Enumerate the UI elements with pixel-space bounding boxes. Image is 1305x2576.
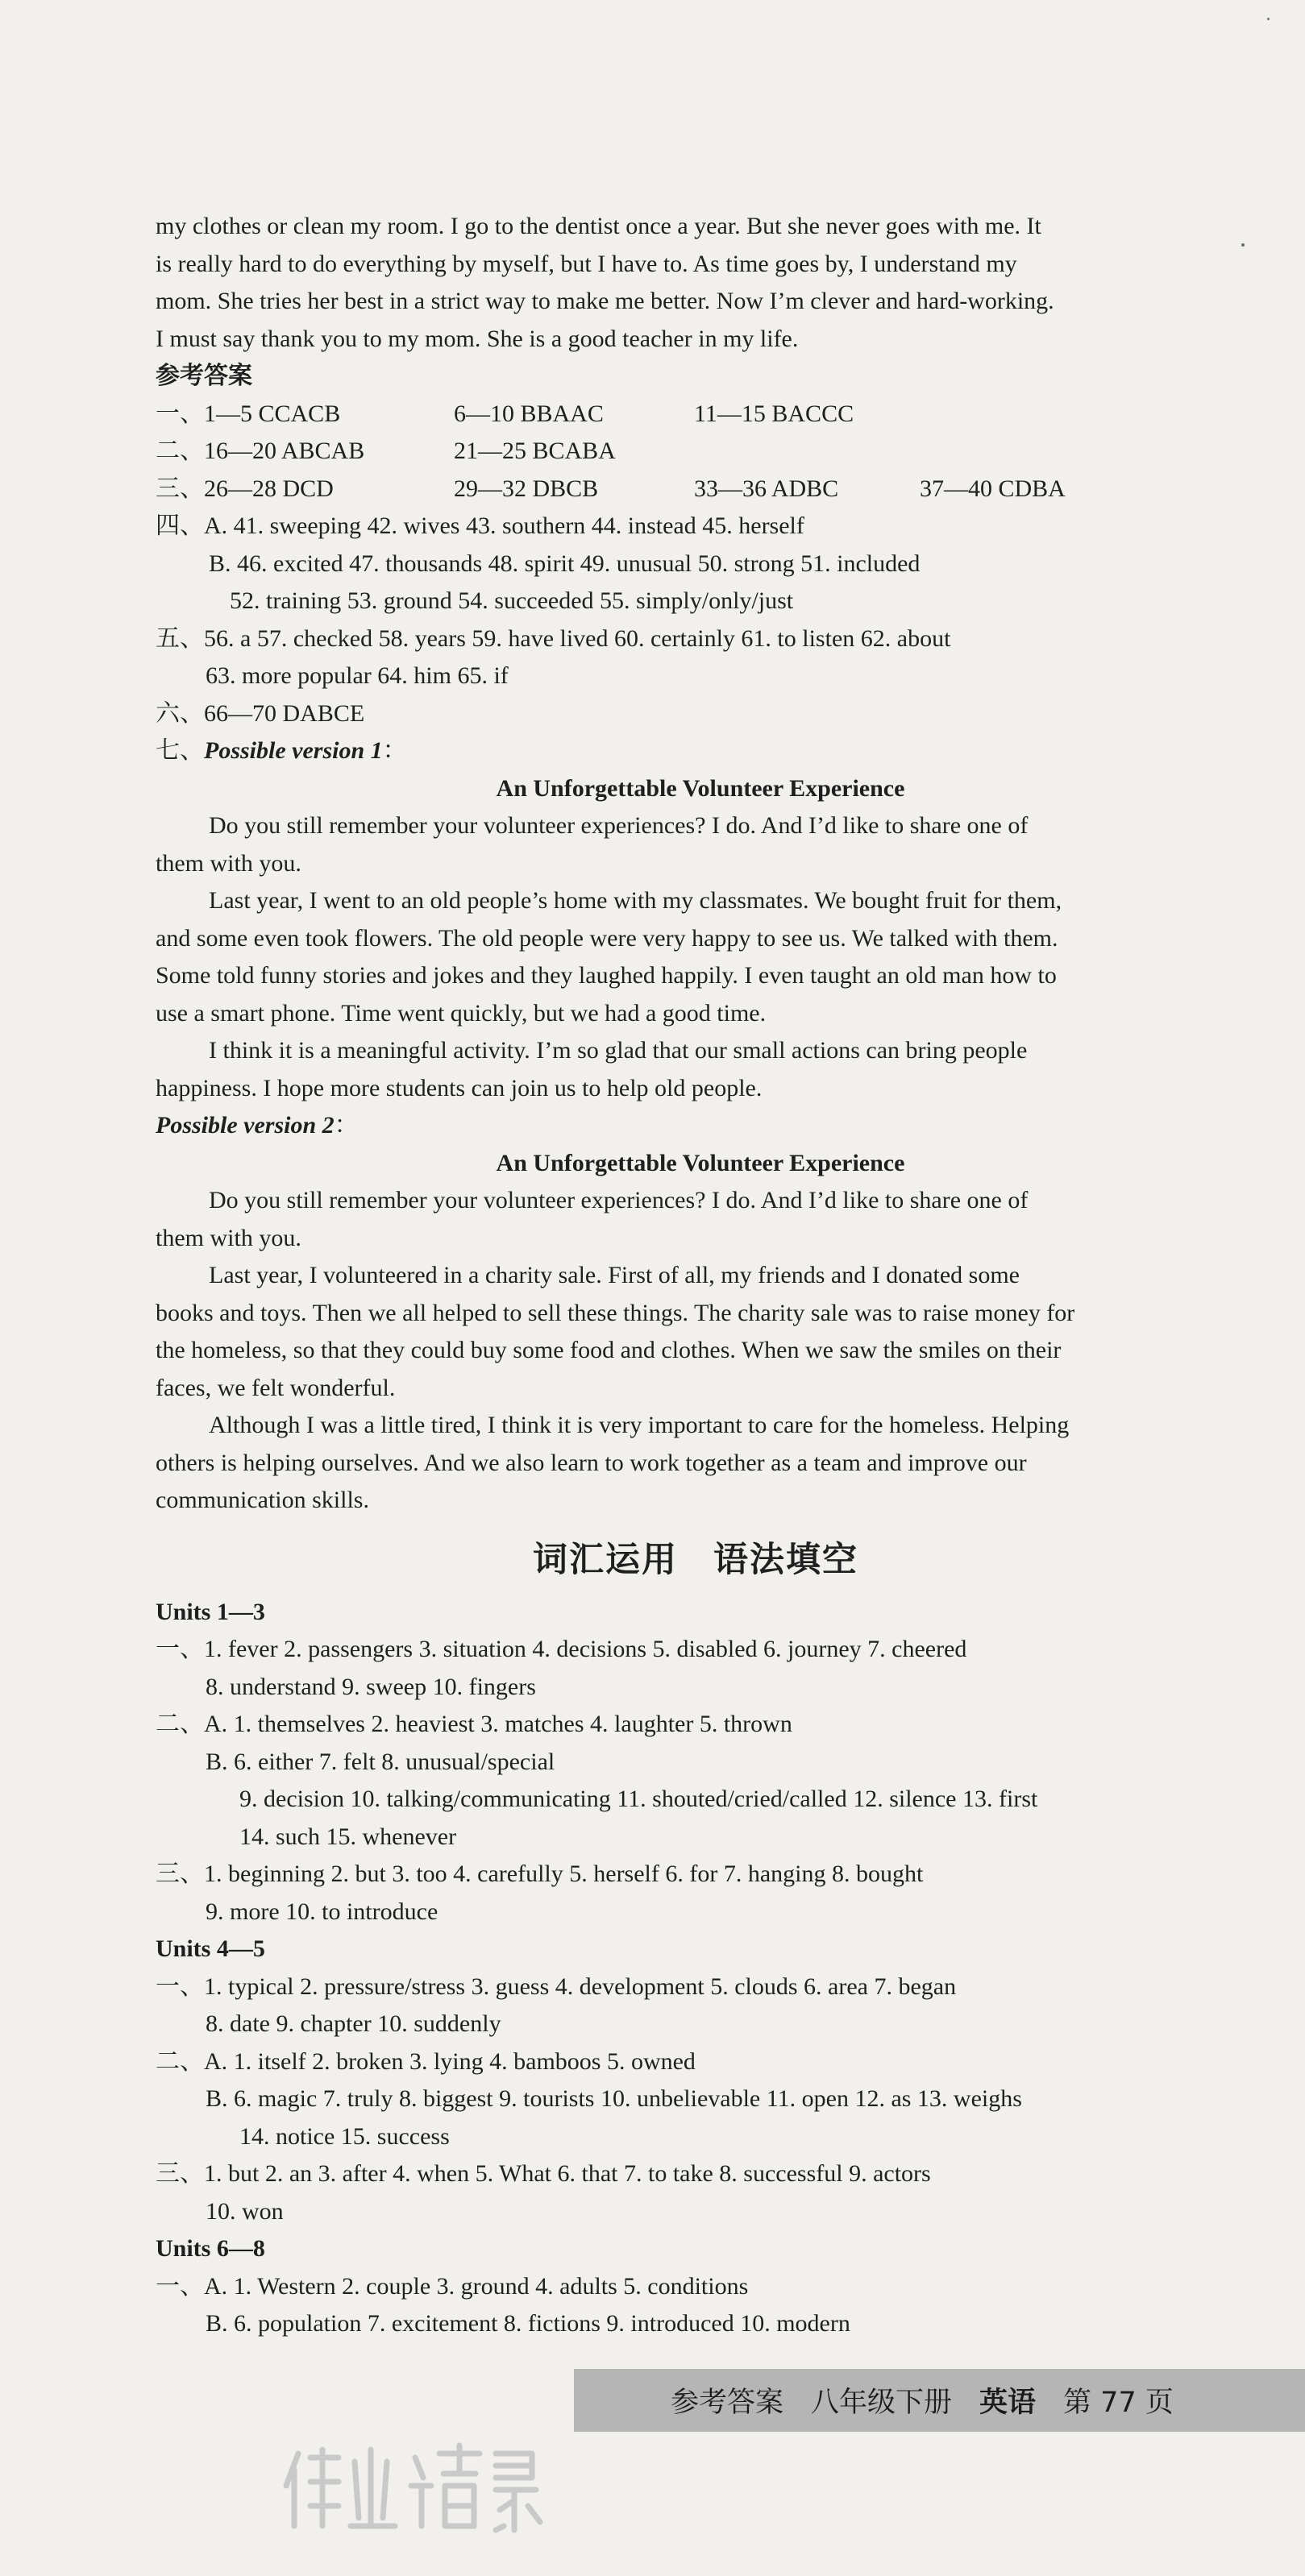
- section-number: 二、: [156, 438, 204, 464]
- answer-section-3: [156, 471, 1236, 508]
- intro-line: mom. She tries her best in a strict way to make me better. Now I’m clever and hard-working.: [156, 288, 1054, 314]
- answer-line: 56. a 57. checked 58. years 59. have lived 60. certainly 61. to listen 62. about: [204, 624, 951, 652]
- answer-section-5-cont: 63. more popular 64. him 65. if: [206, 662, 509, 689]
- answer-section-6: [156, 695, 1236, 733]
- unit-answer-line: B. 6. magic 7. truly 8. biggest 9. tourists 10. unbelievable 11. open 12. as 13. weighs: [206, 2085, 1022, 2112]
- essay-line: and some even took flowers. The old people were very happy to see us. We talked with them.: [156, 924, 1058, 952]
- unit-answer-line: 8. date 9. chapter 10. suddenly: [206, 2010, 501, 2037]
- essay-line: use a smart phone. Time went quickly, but we had a good time.: [156, 999, 767, 1027]
- essay-line: happiness. I hope more students can join us to help old people.: [156, 1074, 763, 1101]
- units-6-8: [156, 2230, 1236, 2343]
- essay-line: Last year, I volunteered in a charity sale. First of all, my friends and I donated some: [209, 1262, 1020, 1288]
- section-title-part: 词汇运用: [533, 1539, 678, 1580]
- answer-group: 6—10 BBAAC: [454, 400, 604, 427]
- section-number: 三、: [156, 475, 204, 502]
- unit-answer-line: 二、A. 1. itself 2. broken 3. lying 4. bamboos 5. owned: [156, 2047, 696, 2075]
- section-number: 四、: [156, 512, 204, 539]
- answer-group: 29—32 DBCB: [454, 475, 599, 502]
- essay-line: faces, we felt wonderful.: [156, 1374, 396, 1401]
- section-title-part: 语法填空: [713, 1539, 858, 1580]
- unit-heading: Units 4—5: [156, 1935, 265, 1962]
- essay-1-body: [156, 807, 1236, 1107]
- unit-answer-line: 一、1. typical 2. pressure/stress 3. guess 4. development 5. clouds 6. area 7. began: [156, 1972, 957, 2000]
- essay-1-title: An Unforgettable Volunteer Experience: [496, 774, 905, 802]
- unit-answer-line: 一、1. fever 2. passengers 3. situation 4. decisions 5. disabled 6. journey 7. cheered: [156, 1636, 967, 1662]
- answer-section-7: [156, 732, 1236, 770]
- intro-line: is really hard to do everything by myself, but I have to. As time goes by, I understand my: [156, 250, 1017, 277]
- unit-heading: Units 1—3: [156, 1598, 265, 1625]
- essay-line: them with you.: [156, 849, 301, 877]
- page-content: [156, 208, 1236, 2343]
- watermark-logo: [274, 2429, 548, 2542]
- essay-line: Last year, I went to an old people’s home with my classmates. We bought fruit for them,: [209, 887, 1062, 914]
- answer-group: 26—28 DCD: [204, 475, 334, 502]
- essay-line: Some told funny stories and jokes and they laughed happily. I even taught an old man how to: [156, 962, 1057, 989]
- answer-group: 16—20 ABCAB: [204, 438, 365, 464]
- watermark-logo-icon: [274, 2429, 548, 2542]
- version-2-heading: [156, 1107, 1236, 1145]
- units-4-5: [156, 1931, 1236, 2230]
- answers-heading: 参考答案: [156, 363, 252, 389]
- section-number: 七、: [156, 737, 204, 764]
- unit-answer-line: 二、A. 1. themselves 2. heaviest 3. matches 4. laughter 5. thrown: [156, 1711, 792, 1737]
- intro-paragraph: [156, 208, 1236, 358]
- page-footer-band: [574, 2369, 1305, 2432]
- answer-line: 66—70 DABCE: [204, 699, 365, 727]
- section-title: [156, 1537, 1236, 1583]
- essay-line: others is helping ourselves. And we also learn to work together as a team and improve our: [156, 1449, 1027, 1476]
- units-1-3: [156, 1594, 1236, 1931]
- answer-group: 21—25 BCABA: [454, 438, 616, 464]
- version-label: Possible version 1: [204, 737, 383, 764]
- essay-line: I think it is a meaningful activity. I’m so glad that our small actions can bring people: [209, 1037, 1028, 1064]
- unit-answer-line: 一、A. 1. Western 2. couple 3. ground 4. adults 5. conditions: [156, 2272, 749, 2300]
- answer-section-4b: B. 46. excited 47. thousands 48. spirit 49. unusual 50. strong 51. included: [209, 550, 921, 577]
- unit-answer-line: 9. decision 10. talking/communicating 11. shouted/cried/called 12. silence 13. first: [239, 1786, 1038, 1812]
- footer-grade: 八年级下册: [811, 2387, 953, 2419]
- version-label: Possible version 2: [156, 1112, 335, 1139]
- unit-answer-line: 三、1. but 2. an 3. after 4. when 5. What 6. that 7. to take 8. successful 9. actors: [156, 2160, 931, 2187]
- answer-section-4a: [156, 508, 1236, 545]
- unit-answer-line: 14. notice 15. success: [239, 2122, 450, 2150]
- unit-heading: Units 6—8: [156, 2235, 265, 2262]
- footer-label: 参考答案: [671, 2387, 784, 2419]
- scan-speck: [1267, 18, 1270, 20]
- section-number: 六、: [156, 699, 204, 727]
- unit-answer-line: B. 6. population 7. excitement 8. fictions 9. introduced 10. modern: [206, 2310, 850, 2337]
- answer-group: 11—15 BACCC: [694, 400, 854, 427]
- essay-2-body: [156, 1182, 1236, 1520]
- answer-section-1: [156, 396, 1236, 433]
- section-number: 一、: [156, 400, 204, 427]
- essay-line: books and toys. Then we all helped to sell these things. The charity sale was to raise money for: [156, 1299, 1075, 1326]
- section-number: 五、: [156, 624, 204, 652]
- colon: ：: [382, 737, 407, 764]
- essay-line: Do you still remember your volunteer experiences? I do. And I’d like to share one of: [209, 812, 1029, 839]
- unit-answer-line: 10. won: [206, 2197, 284, 2225]
- essay-line: Do you still remember your volunteer experiences? I do. And I’d like to share one of: [209, 1187, 1029, 1213]
- colon: ：: [334, 1112, 359, 1139]
- answer-line: A. 41. sweeping 42. wives 43. southern 44. instead 45. herself: [204, 512, 804, 539]
- unit-answer-line: B. 6. either 7. felt 8. unusual/special: [206, 1748, 555, 1775]
- essay-2-title: An Unforgettable Volunteer Experience: [496, 1149, 905, 1176]
- answer-group: 1—5 CCACB: [204, 400, 341, 427]
- footer-subject: 英语: [979, 2387, 1037, 2419]
- answer-group: 33—36 ADBC: [694, 475, 839, 502]
- answer-section-4b-cont: 52. training 53. ground 54. succeeded 55. simply/only/just: [230, 587, 794, 614]
- footer-page-number: 第 77 页: [1063, 2387, 1174, 2419]
- unit-answer-line: 三、1. beginning 2. but 3. too 4. carefully 5. herself 6. for 7. hanging 8. bought: [156, 1860, 924, 1887]
- essay-line: them with you.: [156, 1224, 301, 1251]
- unit-answer-line: 8. understand 9. sweep 10. fingers: [206, 1673, 536, 1700]
- intro-line: my clothes or clean my room. I go to the dentist once a year. But she never goes with me. It: [156, 213, 1041, 239]
- essay-line: Although I was a little tired, I think it is very important to care for the homeless. Helping: [209, 1412, 1070, 1438]
- intro-line: I must say thank you to my mom. She is a good teacher in my life.: [156, 325, 799, 352]
- unit-answer-line: 14. such 15. whenever: [239, 1823, 457, 1850]
- unit-answer-line: 9. more 10. to introduce: [206, 1898, 438, 1925]
- answer-section-5: [156, 620, 1236, 658]
- scan-speck: [1241, 243, 1245, 247]
- answer-group: 37—40 CDBA: [920, 475, 1066, 502]
- answer-section-2: [156, 433, 1236, 471]
- essay-line: communication skills.: [156, 1487, 369, 1513]
- essay-line: the homeless, so that they could buy some food and clothes. When we saw the smiles on their: [156, 1337, 1062, 1363]
